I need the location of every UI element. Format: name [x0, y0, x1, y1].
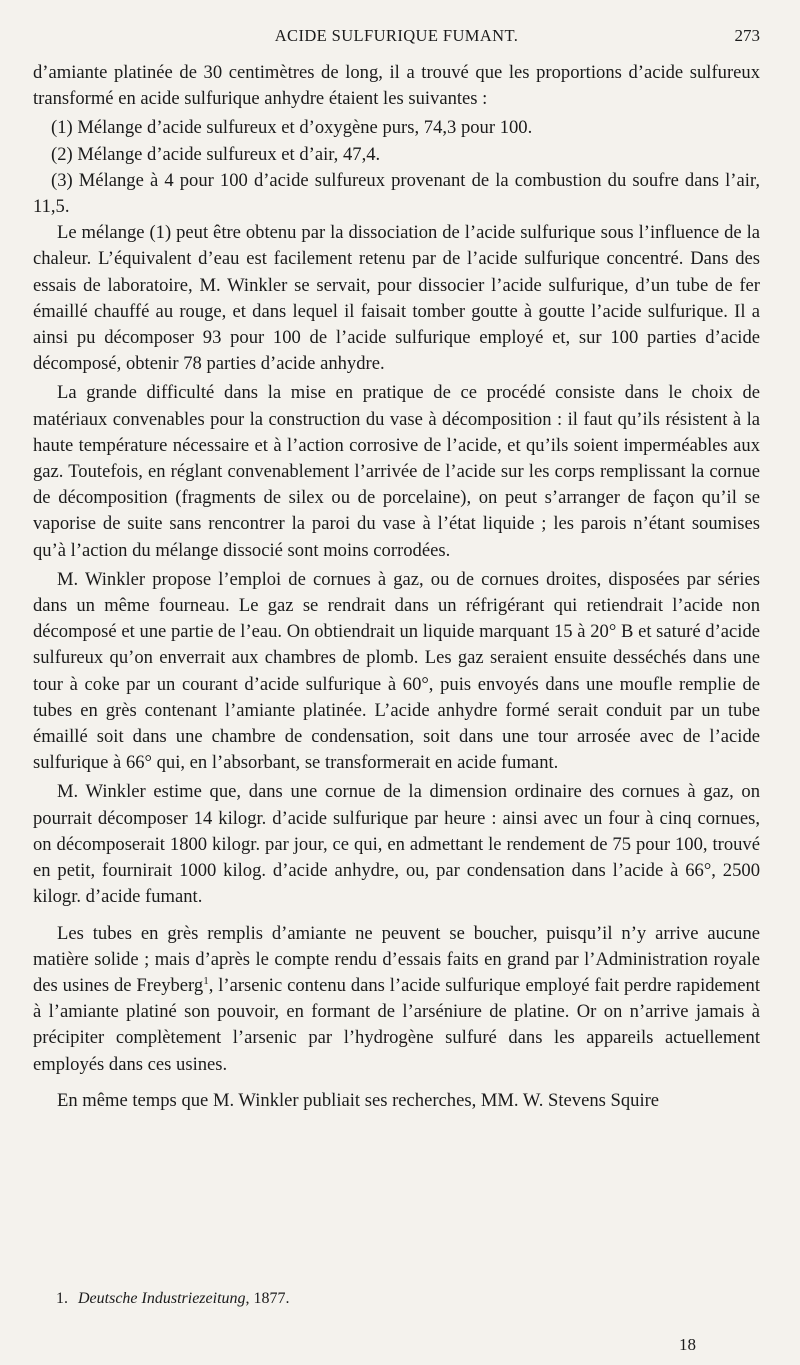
paragraph-tubes-part2: , l’arsenic contenu dans l’acide sulfurique employé fait perdre rapidement à l’amiante platiné son pouvoir, en formant de l’arséniure de platine. Or on n’arrive jamais à précipiter complètement l’arsenic par l’hydrogène sulfuré dans les appareils actuellement employés dans ces usines.: [33, 974, 760, 1075]
paragraph-estimate: M. Winkler estime que, dans une cornue de la dimension ordinaire des cornues à gaz, on pourrait décomposer 14 kilogr. d’acide sulfurique par heure : ainsi avec un four à cinq cornues, on décomposerait 1800 kilogr. par jour, ce qui, en admettant le rendement de 75 pour 100, trouvé en petit, fournirait 1000 kilog. d’acide anhydre, ou, par condensation dans l’acide à 66°, 2500 kilogr. d’acide fumant.: [33, 781, 760, 908]
list-item-3: (3) Mélange à 4 pour 100 d’acide sulfureux provenant de la combustion du soufre dans l’air, 11,5.: [33, 169, 760, 218]
paragraph-difficulty: La grande difficulté dans la mise en pratique de ce procédé consiste dans le choix de matériaux convenables pour la construction du vase à décomposition : il faut qu’ils résistent à la haute température nécessaire et à l’action corrosive de l’acide, et qu’ils soient imperméables aux gaz. Toutefois, en réglant convenablement l’arrivée de l’acide sur les corps remplissant la cornue de décomposition (fragments de silex ou de porcelaine), on peut s’arranger de façon qu’il se vaporise de suite sans rencontrer la paroi du vase à l’état liquide ; les parois n’étant soumises qu’à l’action du mélange dissocié sont moins corrodées.: [33, 382, 760, 561]
body-text: [33, 60, 760, 1117]
footnote: [56, 1290, 760, 1308]
footnote-reference: 1: [203, 974, 209, 987]
paragraph-dissociation: Le mélange (1) peut être obtenu par la dissociation de l’acide sulfurique sous l’influence de la chaleur. L’équivalent d’eau est facilement retenu par de l’acide sulfurique concentré. Dans des essais de laboratoire, M. Winkler se servait, pour dissocier l’acide sulfurique, d’un tube de fer émaillé chauffé au rouge, et dans lequel il faisait tomber goutte à goutte l’acide sulfurique. Il a ainsi pu décomposer 93 pour 100 de l’acide sulfurique employé et, sur 100 parties d’acide décomposé, obtenir 78 parties d’acide anhydre.: [33, 222, 760, 375]
paragraph-continuation: d’amiante platinée de 30 centimètres de long, il a trouvé que les proportions d’acide sulfureux transformé en acide sulfurique anhydre étaient les suivantes :: [33, 62, 760, 110]
list-item-1: (1) Mélange d’acide sulfureux et d’oxygène purs, 74,3 pour 100.: [51, 117, 533, 139]
footnote-number: 1.: [56, 1290, 68, 1307]
list-item-2: (2) Mélange d’acide sulfureux et d’air, 47,4.: [51, 143, 381, 165]
footnote-year: , 1877.: [245, 1290, 290, 1307]
paragraph-tubes-part1: Les tubes en grès remplis d’amiante ne peuvent se boucher, puisqu’il n’y arrive aucune matière solide ; mais d’après le compte rendu d’essais faits en grand par l’Administration royale des usines de Freyberg: [33, 922, 760, 996]
paragraph-proposal: M. Winkler propose l’emploi de cornues à gaz, ou de cornues droites, disposées par séries dans un même fourneau. Le gaz se rendrait dans un réfrigérant qui retiendrait l’acide non décomposé et une partie de l’eau. On obtiendrait un liquide marquant 15 à 20° B et saturé d’acide sulfureux qu’on enverrait aux chambres de plomb. Les gaz seraient ensuite desséchés dans une tour à coke par un courant d’acide sulfurique à 60°, puis envoyés dans une moufle remplie de tubes en grès contenant l’amiante platinée. L’acide anhydre formé serait conduit par un tube émaillé soit dans une chambre de condensation, soit dans une tour arrosée avec de l’acide sulfurique à 66° qui, en l’absorbant, se transformerait en acide fumant.: [33, 568, 760, 774]
running-title: ACIDE SULFURIQUE FUMANT.: [274, 26, 519, 45]
footnote-journal: Deutsche Industriezeitung: [78, 1290, 246, 1307]
page-number: 273: [734, 26, 760, 45]
signature-mark: 18: [679, 1335, 696, 1354]
paragraph-same-time: En même temps que M. Winkler publiait ses recherches, MM. W. Stevens Squire: [57, 1089, 660, 1111]
page-header: [33, 26, 760, 50]
paragraph-tubes: [33, 921, 760, 1078]
